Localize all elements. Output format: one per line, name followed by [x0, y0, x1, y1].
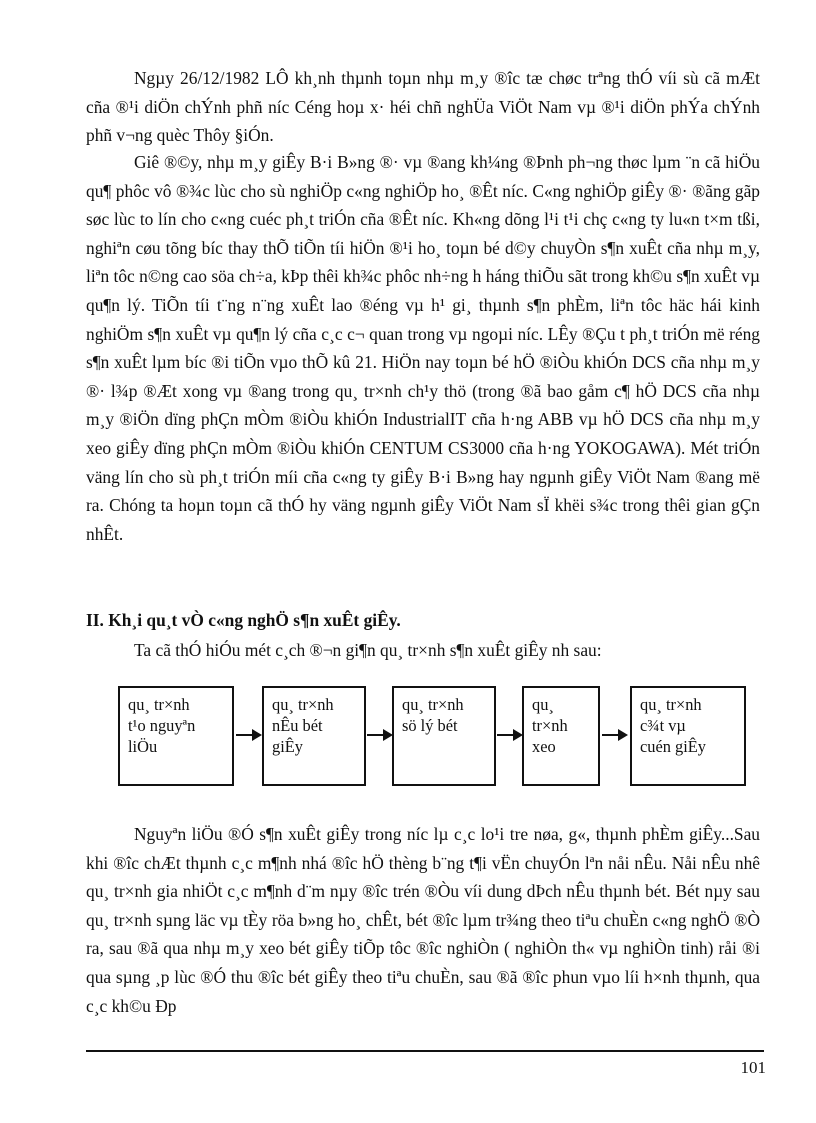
process-box-label: qu¸ tr×nh sö lý bét — [402, 695, 464, 735]
process-box-material-prep — [118, 686, 234, 786]
paragraph-raw-materials: Nguyªn liÖu ®Ó s¶n xuÊt giÊy trong níc lµ c¸c lo¹i tre nøa, g«, thµnh phÈm giÊy...Sau khi ®îc chÆt thµnh c¸c m¶nh nhá ®îc hÖ thèng b¨ng t¶i vËn chuyÓn lªn nåi nÊu. Nåi nÊu nhê qu¸ tr×nh gia nhiÖt c¸c m¶nh d¨m nµy ®îc trén ®Òu víi dung dÞch nÊu thµnh bét. Bét nµy sau qu¸ tr×nh sµng läc vµ tÈy röa b»ng ho¸ chÊt, bét ®îc lµm tr¾ng theo tiªu chuÈn c«ng nghÖ ®Ò ra, sau ®ã qua nhµ m¸y xeo bét giÊy tiÕp tôc ®îc nghiÒn ( nghiÒn th« vµ nghiÒn tinh) råi ®i qua sµng ¸p lùc ®Ó thu ®îc bét giÊy theo tiªu chuÈn, sau ®ã ®îc phun vµo líi h×nh thµnh, qua c¸c kh©u Ðp — [86, 824, 760, 1016]
paragraph-company-development: Giê ®©y, nhµ m¸y giÊy B·i B»ng ®· vµ ®ang kh¼ng ®Þnh ph¬ng thøc lµm ¨n cã hiÖu qu¶ phôc vô ®¾c lùc cho sù nghiÖp c«ng nghiÖp ho¸ ®Êt níc. C«ng nghiÖp giÊy ®· ®ãng gãp søc lùc to lín cho c«ng cuéc ph¸t triÓn cña ®Êt níc. Kh«ng dõng l¹i t¹i chç c«ng ty lu«n t×m tßi, nghiªn cøu tõng bíc thay thÕ tiÕn tíi hiÖn ®¹i ho¸ toµn bé d©y chuyÒn s¶n xuÊt cña nhµ m¸y, liªn tôc n©ng cao söa ch÷a, kÞp thêi kh¾c phôc nh÷ng h háng thiÕu sãt trong kh©u s¶n xuÊt vµ qu¶n lý. TiÕn tíi t¨ng n¨ng xuÊt lao ®éng vµ h¹ gi¸ thµnh s¶n phÈm, liªn tôc häc hái kinh nghiÖm s¶n xuÊt vµ qu¶n lý cña c¸c c¬ quan trong vµ ngoµi níc. LÊy ®Çu t ph¸t triÓn më réng s¶n xuÊt lµm bíc ®i tiÕn vµo thÕ kû 21. HiÖn nay toµn bé hÖ ®iÒu khiÓn DCS cña nhµ m¸y ®· l¾p ®Æt xong vµ ®ang trong qu¸ tr×nh ch¹y thö (trong ®ã bao gåm c¶ hÖ DCS cña nhµ m¸y ®iÖn dïng phÇn mÒm ®iÒu khiÓn IndustrialIT cña h·ng ABB vµ hÖ DCS cña nhµ m¸y xeo giÊy dïng phÇn mÒm ®iÒu khiÓn CENTUM CS3000 cña h·ng YOKOGAWA). Mét triÓn väng lín cho sù ph¸t triÓn míi cña c«ng ty giÊy B·i B»ng hay ngµnh giÊy ViÖt Nam ®ang më ra. Chóng ta hoµn toµn cã thÓ hy väng ngµnh giÊy ViÖt Nam sÏ khëi s¾c trong thêi gian gÇn nhÊt. — [86, 152, 760, 544]
process-box-label: qu¸ tr×nh xeo — [532, 695, 568, 756]
process-box-label: qu¸ tr×nh c¾t vµ cuén giÊy — [640, 695, 706, 756]
paragraph-inauguration: Ngµy 26/12/1982 LÔ kh¸nh thµnh toµn nhµ m¸y ®îc tæ chøc trªng thÓ víi sù cã mÆt cña ®¹i diÖn chÝnh phñ níc Céng hoµ x· héi chñ nghÜa ViÖt Nam vµ ®¹i diÖn phÝa chÝnh phñ v¬ng quèc Thôy §iÓn. — [86, 68, 760, 146]
flow-arrow-icon — [497, 728, 523, 742]
process-box-label: qu¸ tr×nh nÊu bét giÊy — [272, 695, 334, 756]
process-box-paper-forming — [522, 686, 600, 786]
footer-rule — [86, 1050, 764, 1052]
process-box-pulp-cooking — [262, 686, 366, 786]
process-box-label: qu¸ tr×nh t¹o nguyªn liÖu — [128, 695, 196, 756]
flow-arrow-icon — [602, 728, 628, 742]
process-box-cutting-rolling — [630, 686, 746, 786]
section-heading: II. Kh¸i qu¸t vÒ c«ng nghÖ s¶n xuÊt giÊy. — [86, 610, 401, 630]
section-intro: Ta cã thÓ hiÓu mét c¸ch ®¬n gi¶n qu¸ tr×nh s¶n xuÊt giÊy nh sau: — [134, 640, 602, 660]
flow-arrow-icon — [367, 728, 393, 742]
page-number: 101 — [740, 1058, 766, 1077]
flow-arrow-icon — [236, 728, 262, 742]
process-box-pulp-treatment — [392, 686, 496, 786]
